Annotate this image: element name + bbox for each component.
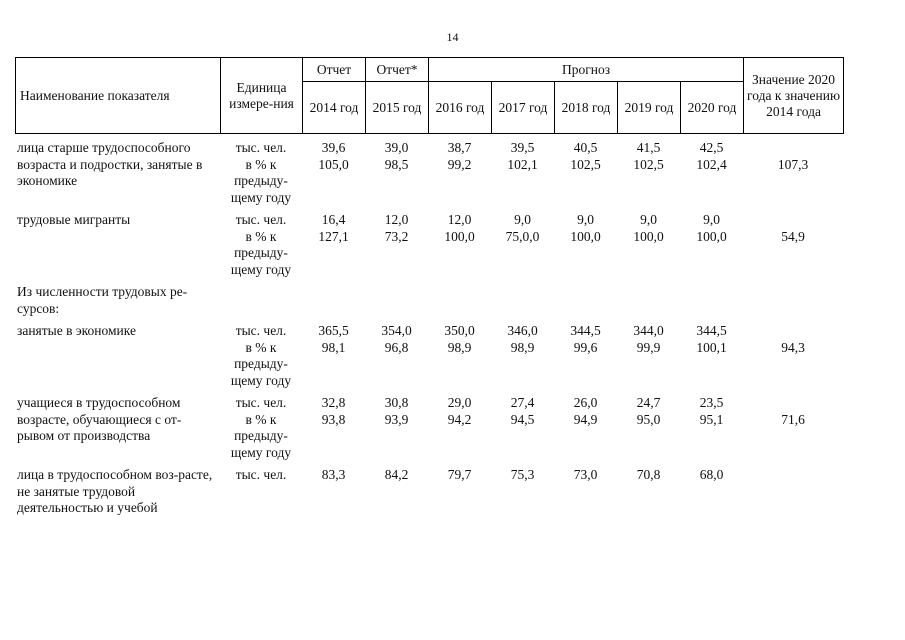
value-cell: 16,4 bbox=[321, 212, 346, 227]
table-row bbox=[15, 395, 843, 412]
header-report: Отчет bbox=[303, 58, 366, 82]
header-year: 2019 год bbox=[618, 82, 681, 134]
value-cell: 39,6 bbox=[321, 140, 346, 155]
value-cell: 354,0 bbox=[381, 323, 412, 338]
header-forecast: Прогноз bbox=[429, 58, 744, 82]
value-cell: 38,7 bbox=[447, 140, 472, 155]
ratio-cell bbox=[743, 323, 843, 340]
value-cell: 70,8 bbox=[636, 467, 661, 482]
value-cell: 73,2 bbox=[384, 228, 409, 244]
value-cell: 94,2 bbox=[447, 411, 472, 427]
value-cell: 23,5 bbox=[699, 395, 724, 410]
value-cell: 42,5 bbox=[699, 140, 724, 155]
ratio-cell bbox=[743, 212, 843, 229]
value-cell: 365,5 bbox=[318, 323, 349, 338]
header-year: 2014 год bbox=[303, 82, 366, 134]
value-cell: 12,0 bbox=[384, 212, 409, 227]
indicator-name: лица в трудоспособном воз-расте, не занятые трудовой деятельностью и учебой bbox=[17, 467, 213, 515]
value-cell: 39,5 bbox=[510, 140, 535, 155]
value-cell: 344,5 bbox=[570, 323, 601, 338]
unit-cell: тыс. чел. bbox=[235, 212, 287, 227]
value-cell: 98,9 bbox=[510, 339, 535, 355]
value-cell: 105,0 bbox=[318, 156, 349, 172]
value-cell: 26,0 bbox=[573, 395, 598, 410]
value-cell: 98,5 bbox=[384, 156, 409, 172]
value-cell: 12,0 bbox=[447, 212, 472, 227]
unit-cell: в % к предыду-щему году bbox=[230, 411, 292, 460]
header-year: 2016 год bbox=[429, 82, 492, 134]
value-cell: 98,1 bbox=[321, 339, 346, 355]
value-cell: 94,9 bbox=[573, 411, 598, 427]
unit-cell: в % к предыду-щему году bbox=[230, 339, 292, 388]
value-cell: 84,2 bbox=[384, 467, 409, 482]
header-year: 2015 год bbox=[366, 82, 429, 134]
table-row bbox=[15, 467, 843, 517]
value-cell: 95,1 bbox=[699, 411, 724, 427]
value-cell: 100,0 bbox=[633, 228, 664, 244]
value-cell: 30,8 bbox=[384, 395, 409, 410]
value-cell: 40,5 bbox=[573, 140, 598, 155]
header-year: 2018 год bbox=[555, 82, 618, 134]
value-cell: 9,0 bbox=[703, 212, 720, 227]
value-cell: 100,0 bbox=[570, 228, 601, 244]
value-cell: 9,0 bbox=[577, 212, 594, 227]
value-cell: 93,9 bbox=[384, 411, 409, 427]
value-cell: 100,0 bbox=[696, 228, 727, 244]
value-cell: 68,0 bbox=[699, 467, 724, 482]
value-cell: 24,7 bbox=[636, 395, 661, 410]
ratio-cell: 54,9 bbox=[781, 228, 805, 244]
header-unit: Единица измере-ния bbox=[221, 58, 303, 134]
value-cell: 32,8 bbox=[321, 395, 346, 410]
data-table bbox=[15, 140, 843, 517]
unit-cell: тыс. чел. bbox=[235, 323, 287, 338]
ratio-cell bbox=[743, 467, 843, 517]
value-cell: 94,5 bbox=[510, 411, 535, 427]
table-header bbox=[15, 57, 844, 134]
value-cell: 9,0 bbox=[640, 212, 657, 227]
value-cell: 127,1 bbox=[318, 228, 349, 244]
value-cell: 75,0,0 bbox=[505, 228, 540, 244]
value-cell: 39,0 bbox=[384, 140, 409, 155]
value-cell: 102,5 bbox=[570, 156, 601, 172]
value-cell: 29,0 bbox=[447, 395, 472, 410]
value-cell: 79,7 bbox=[447, 467, 472, 482]
table-row bbox=[15, 140, 843, 157]
section-heading: Из численности трудовых ре-сурсов: bbox=[17, 284, 188, 316]
header-year: 2020 год bbox=[681, 82, 744, 134]
value-cell: 100,0 bbox=[444, 228, 475, 244]
indicator-name: учащиеся в трудоспособном возрасте, обучающиеся с от-рывом от производства bbox=[17, 395, 182, 443]
value-cell: 102,4 bbox=[696, 156, 727, 172]
unit-cell: в % к предыду-щему году bbox=[230, 228, 292, 277]
indicator-name: лица старше трудоспособного возраста и подростки, занятые в экономике bbox=[17, 140, 203, 188]
unit-cell: тыс. чел. bbox=[235, 140, 287, 155]
section-heading-row bbox=[15, 284, 843, 317]
value-cell: 93,8 bbox=[321, 411, 346, 427]
value-cell: 27,4 bbox=[510, 395, 535, 410]
value-cell: 350,0 bbox=[444, 323, 475, 338]
value-cell: 73,0 bbox=[573, 467, 598, 482]
indicator-name: занятые в экономике bbox=[17, 323, 136, 338]
value-cell: 344,0 bbox=[633, 323, 664, 338]
indicator-name: трудовые мигранты bbox=[17, 212, 131, 227]
page-number: 14 bbox=[446, 30, 459, 44]
table-row bbox=[15, 323, 843, 340]
value-cell: 99,9 bbox=[636, 339, 661, 355]
value-cell: 9,0 bbox=[514, 212, 531, 227]
ratio-cell bbox=[743, 140, 843, 157]
header-indicator-name: Наименование показателя bbox=[16, 58, 221, 134]
ratio-cell: 71,6 bbox=[781, 411, 805, 427]
value-cell: 99,6 bbox=[573, 339, 598, 355]
value-cell: 346,0 bbox=[507, 323, 538, 338]
table-row bbox=[15, 212, 843, 229]
value-cell: 99,2 bbox=[447, 156, 472, 172]
unit-cell: тыс. чел. bbox=[235, 395, 287, 410]
header-value-2020-vs-2014: Значение 2020 года к значению 2014 года bbox=[744, 58, 844, 134]
value-cell: 96,8 bbox=[384, 339, 409, 355]
ratio-cell bbox=[743, 395, 843, 412]
header-report-star: Отчет* bbox=[366, 58, 429, 82]
ratio-cell: 107,3 bbox=[777, 156, 809, 172]
value-cell: 102,1 bbox=[507, 156, 538, 172]
value-cell: 98,9 bbox=[447, 339, 472, 355]
value-cell: 102,5 bbox=[633, 156, 664, 172]
value-cell: 100,1 bbox=[696, 339, 727, 355]
value-cell: 83,3 bbox=[321, 467, 346, 482]
value-cell: 344,5 bbox=[696, 323, 727, 338]
unit-cell: тыс. чел. bbox=[235, 467, 287, 482]
unit-cell: в % к предыду-щему году bbox=[230, 156, 292, 205]
value-cell: 75,3 bbox=[510, 467, 535, 482]
value-cell: 41,5 bbox=[636, 140, 661, 155]
ratio-cell: 94,3 bbox=[781, 339, 805, 355]
header-year: 2017 год bbox=[492, 82, 555, 134]
value-cell: 95,0 bbox=[636, 411, 661, 427]
